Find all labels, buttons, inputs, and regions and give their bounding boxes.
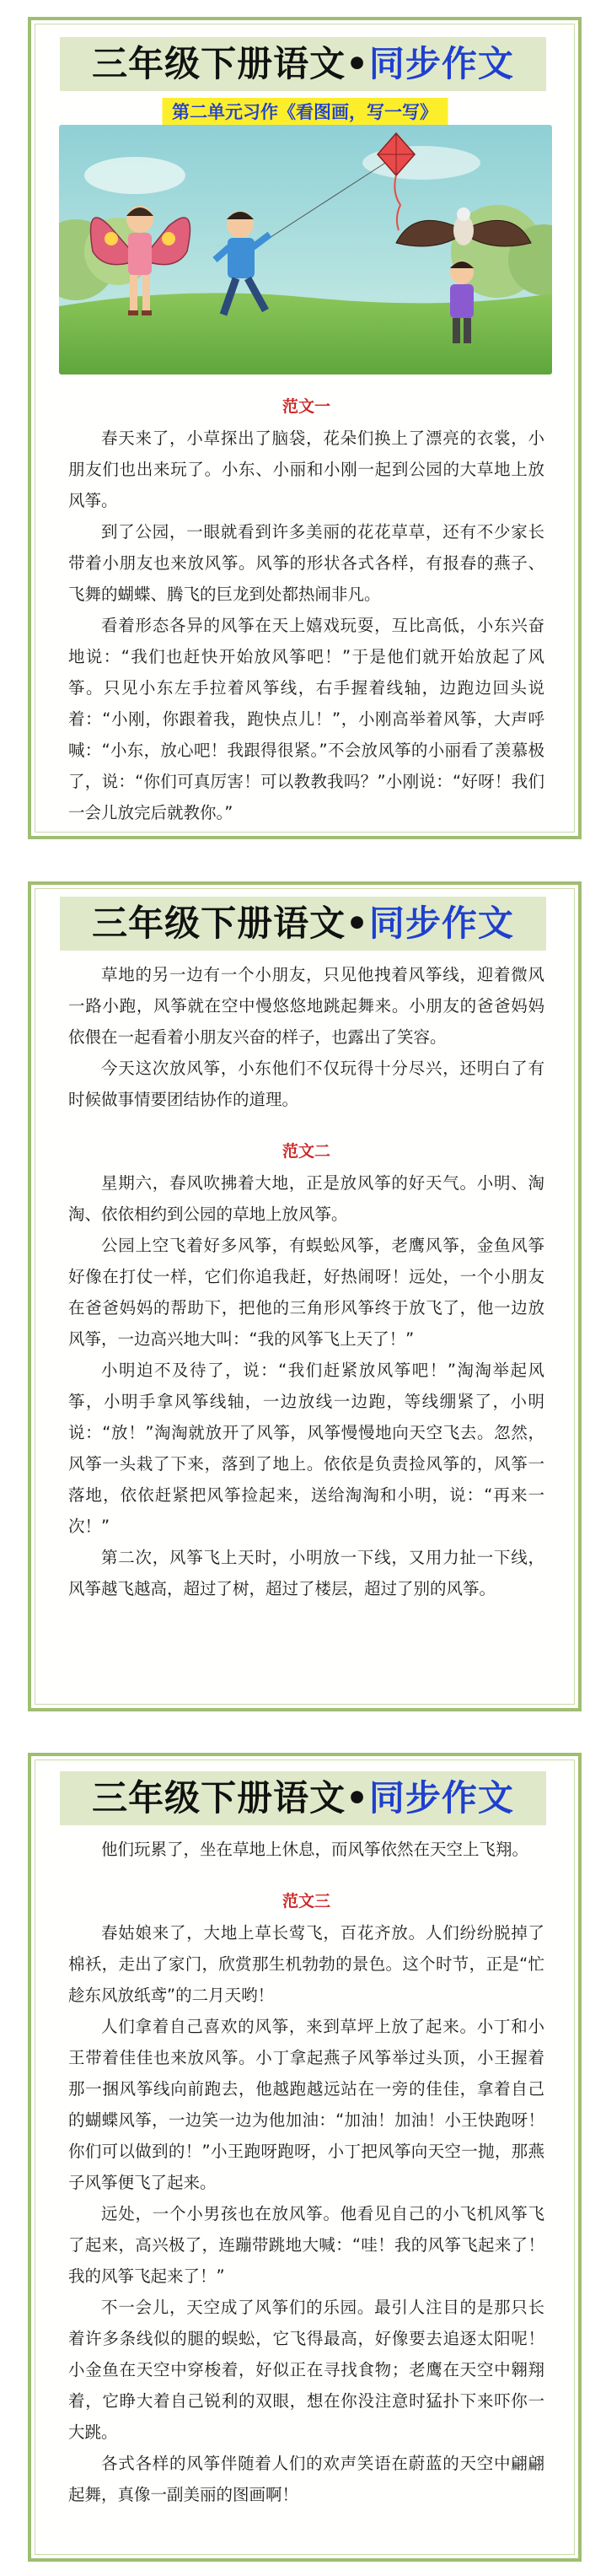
essay-3-paragraph: 远处，一个小男孩也在放风筝。他看见自己的小飞机风筝飞了起来，高兴极了，连蹦带跳地大喊：“哇！我的风筝飞起来了！我的风筝飞起来了！” bbox=[68, 2204, 544, 2286]
essay-2-paragraph: 公园上空飞着好多风筝，有蜈蚣风筝，老鹰风筝，金鱼风筝好像在打仗一样，它们你追我赶，好热闹呀！远处，一个小朋友在爸爸妈妈的帮助下，把他的三角形风筝终于放飞了，他一边放风筝，一边高兴地大叫：“我的风筝飞上天了！” bbox=[68, 1236, 544, 1349]
essay-1 bbox=[68, 391, 544, 828]
page-3-text bbox=[68, 1834, 544, 2510]
page-3 bbox=[28, 1753, 582, 2562]
essay-2-heading: 范文二 bbox=[282, 1142, 330, 1161]
page-2-text bbox=[68, 959, 544, 1604]
unit-subtitle: 第二单元习作《看图画，写一写》 bbox=[162, 98, 448, 125]
essay-3-paragraph: 春姑娘来了，大地上草长莺飞，百花齐放。人们纷纷脱掉了棉袄，走出了家门，欣赏那生机勃勃的景色。这个时节，正是“忙趁东风放纸鸢”的二月天哟！ bbox=[68, 1923, 544, 2005]
page-banner bbox=[60, 37, 546, 91]
banner-title-black: 三年级下册语文• bbox=[92, 43, 369, 84]
page-banner bbox=[60, 897, 546, 951]
banner-title-black: 三年级下册语文• bbox=[92, 903, 369, 944]
banner-title-black: 三年级下册语文• bbox=[92, 1777, 369, 1819]
banner-title-blue: 同步作文 bbox=[368, 1777, 514, 1819]
essay-1-paragraph: 春天来了，小草探出了脑袋，花朵们换上了漂亮的衣裳，小朋友们也出来玩了。小东、小丽和小刚一起到公园的大草地上放风筝。 bbox=[68, 428, 544, 510]
essay-2-paragraph: 他们玩累了，坐在草地上休息，而风筝依然在天空上飞翔。 bbox=[101, 1840, 529, 1859]
essay-3-paragraph: 不一会儿，天空成了风筝们的乐园。最引人注目的是那只长着许多条线似的腿的蜈蚣，它飞得最高，好像要去追逐太阳呢！小金鱼在天空中穿梭着，好似正在寻找食物；老鹰在天空中翱翔着，它睁大着自己锐利的双眼，想在你没注意时猛扑下来吓你一大跳。 bbox=[68, 2298, 544, 2442]
banner-title-blue: 同步作文 bbox=[368, 43, 514, 84]
kite-illustration bbox=[59, 125, 552, 375]
banner-title-blue: 同步作文 bbox=[368, 903, 514, 944]
essay-2-paragraph: 第二次，风筝飞上天时，小明放一下线，又用力扯一下线，风筝越飞越高，超过了树，超过了楼层，超过了别的风筝。 bbox=[68, 1548, 544, 1598]
essay-1-paragraph: 到了公园，一眼就看到许多美丽的花花草草，还有不少家长带着小朋友也来放风筝。风筝的形状各式各样，有报春的燕子、飞舞的蝴蝶、腾飞的巨龙到处都热闹非凡。 bbox=[68, 522, 544, 604]
essay-3-paragraph: 各式各样的风筝伴随着人们的欢声笑语在蔚蓝的天空中翩翩起舞，真像一副美丽的图画啊！ bbox=[68, 2454, 544, 2504]
essay-1-heading: 范文一 bbox=[282, 397, 330, 416]
essay-1-paragraph: 今天这次放风筝，小东他们不仅玩得十分尽兴，还明白了有时候做事情要团结协作的道理。 bbox=[68, 1059, 544, 1109]
essay-1-paragraph: 草地的另一边有一个小朋友，只见他拽着风筝线，迎着微风一路小跑，风筝就在空中慢悠悠地跳起舞来。小朋友的爸爸妈妈依偎在一起看着小朋友兴奋的样子，也露出了笑容。 bbox=[68, 965, 544, 1047]
essay-2-paragraph: 星期六，春风吹拂着大地，正是放风筝的好天气。小明、淘淘、依依相约到公园的草地上放风筝。 bbox=[68, 1173, 544, 1224]
page-2 bbox=[28, 881, 582, 1711]
essay-3-paragraph: 人们拿着自己喜欢的风筝，来到草坪上放了起来。小丁和小王带着佳佳也来放风筝。小丁拿起燕子风筝举过头顶，小王握着那一捆风筝线向前跑去，他越跑越远站在一旁的佳佳，拿着自己的蝴蝶风筝，一边笑一边为他加油：“加油！加油！小王快跑呀！你们可以做到的！”小王跑呀跑呀，小丁把风筝向天空一抛，那燕子风筝便飞了起来。 bbox=[68, 2017, 544, 2192]
essay-1-paragraph: 看着形态各异的风筝在天上嬉戏玩耍，互比高低，小东兴奋地说：“我们也赶快开始放风筝吧！”于是他们就开始放起了风筝。只见小东左手拉着风筝线，右手握着线轴，边跑边回头说着：“小刚，你跟着我，跑快点儿！”，小刚高举着风筝，大声呼喊：“小东，放心吧！我跟得很紧。”不会放风筝的小丽看了羡慕极了，说：“你们可真厉害！可以教教我吗？”小刚说：“好呀！我们一会儿放完后就教你。” bbox=[68, 616, 544, 822]
page-banner bbox=[60, 1771, 546, 1825]
essay-3-heading: 范文三 bbox=[282, 1892, 330, 1910]
essay-2-paragraph: 小明迫不及待了，说：“我们赶紧放风筝吧！”淘淘举起风筝，小明手拿风筝线轴，一边放线一边跑，等线绷紧了，小明说：“放！”淘淘就放开了风筝，风筝慢慢地向天空飞去。忽然，风筝一头栽了下来，落到了地上。依依是负责捡风筝的，风筝一落地，依依赶紧把风筝捡起来，送给淘淘和小明，说：“再来一次！” bbox=[68, 1361, 544, 1536]
page-1 bbox=[28, 17, 582, 839]
